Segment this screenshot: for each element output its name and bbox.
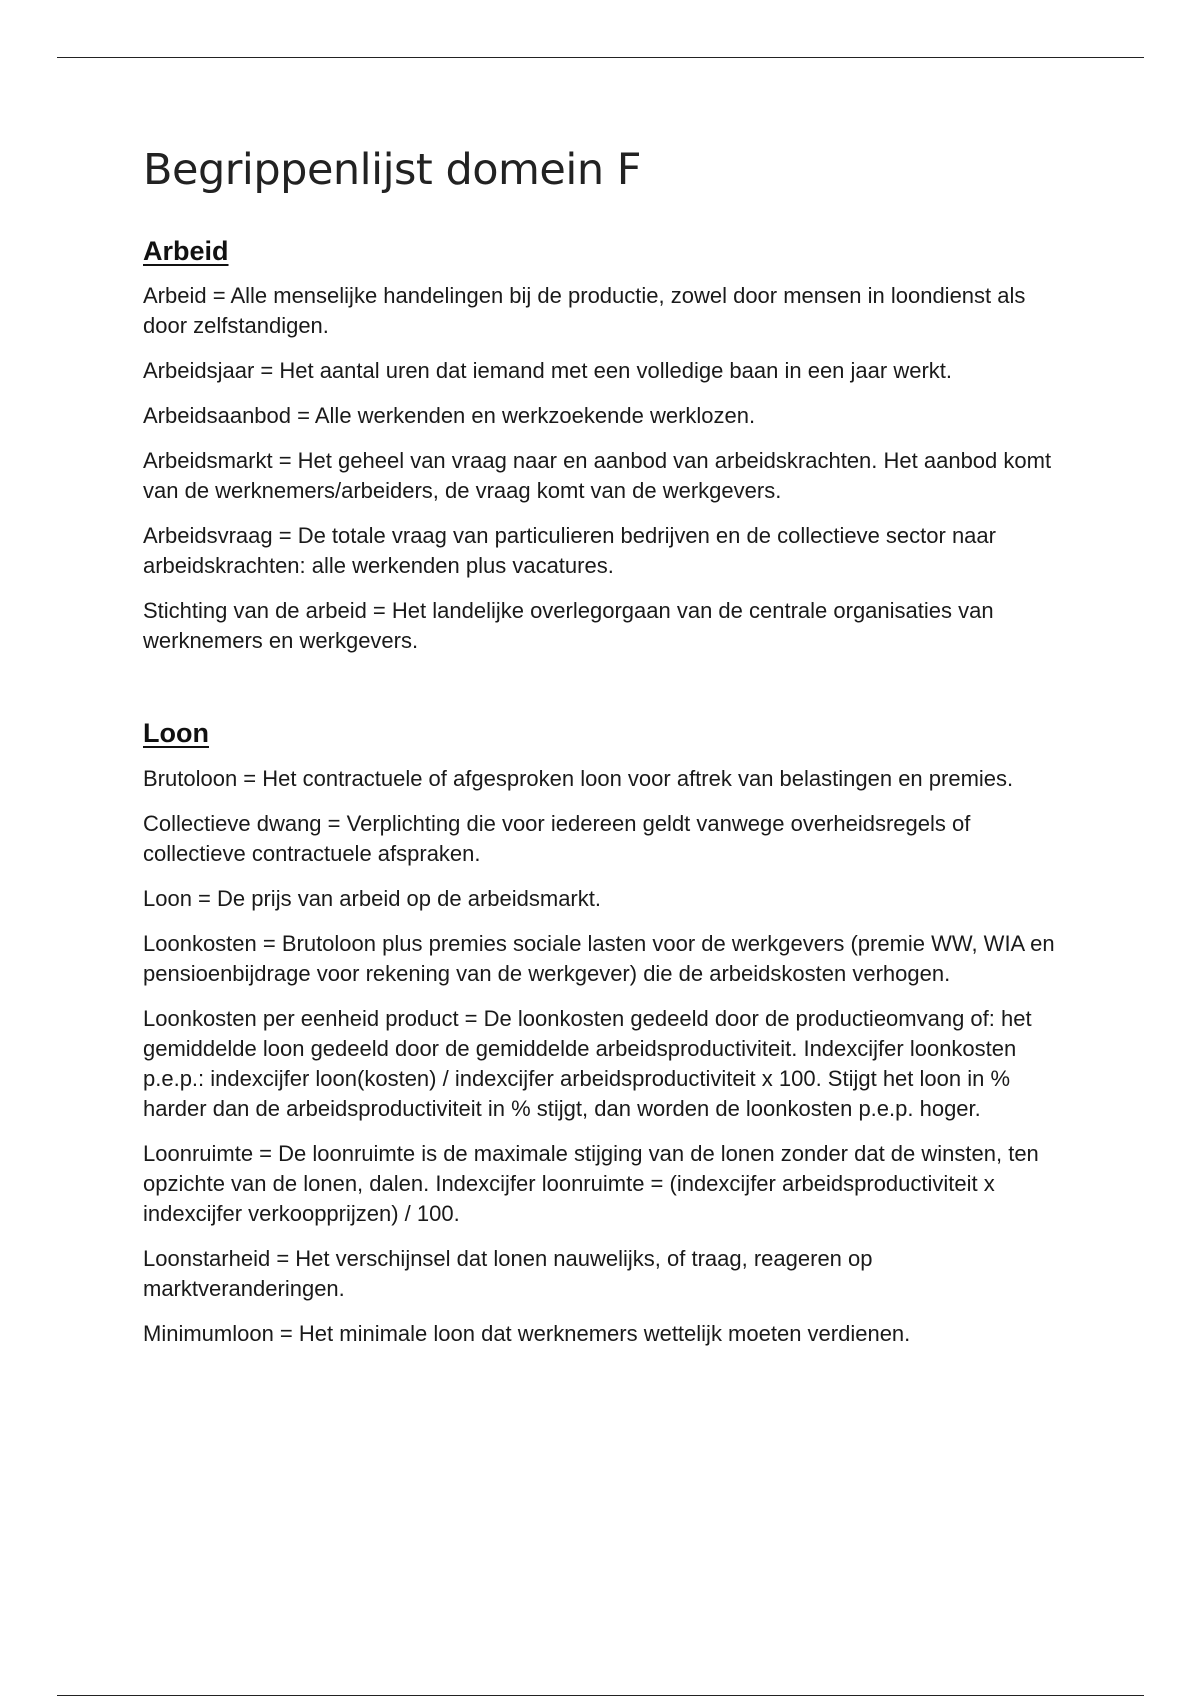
term-definition: Loon = De prijs van arbeid op de arbeidsmarkt. (143, 885, 601, 911)
term-definition: Loonkosten = Brutoloon plus premies sociale lasten voor de werkgevers (premie WW, WIA en pensioenbijdrage voor rekening van de werkgever) die de arbeidskosten verhogen. (143, 930, 1055, 986)
term-definition: Arbeid = Alle menselijke handelingen bij de productie, zowel door mensen in loondienst als door zelfstandigen. (143, 283, 1026, 339)
term-definition: Loonstarheid = Het verschijnsel dat lonen nauwelijks, of traag, reageren op marktveranderingen. (143, 1245, 873, 1301)
document-title: Begrippenlijst domein F (143, 145, 641, 195)
term-definition: Brutoloon = Het contractuele of afgesproken loon voor aftrek van belastingen en premies. (143, 765, 1014, 791)
footer-rule (57, 1695, 1144, 1696)
term-definition: Loonkosten per eenheid product = De loonkosten gedeeld door de productieomvang of: het gemiddelde loon gedeeld door de gemiddelde arbeidsproductiviteit. Indexcijfer loonkosten p.e.p.: indexcijfer loon(kosten) / indexcijfer arbeidsproductiviteit x 100. Stijgt het loon in % harder dan de arbeidsproductiviteit in % stijgt, dan worden de loonkosten p.e.p. hoger. (143, 1005, 1032, 1121)
term-definition: Arbeidsvraag = De totale vraag van particulieren bedrijven en de collectieve sector naar arbeidskrachten: alle werkenden plus vacatures. (143, 523, 996, 579)
term-definition: Arbeidsaanbod = Alle werkenden en werkzoekende werklozen. (143, 403, 756, 429)
header-rule (57, 57, 1144, 58)
term-definition: Loonruimte = De loonruimte is de maximale stijging van de lonen zonder dat de winsten, ten opzichte van de lonen, dalen. Indexcijfer loonruimte = (indexcijfer arbeidsproductiviteit x indexcijfer verkoopprijzen) / 100. (143, 1140, 1039, 1226)
term-definition: Stichting van de arbeid = Het landelijke overlegorgaan van de centrale organisaties van werknemers en werkgevers. (143, 598, 994, 654)
term-definition: Arbeidsjaar = Het aantal uren dat iemand met een volledige baan in een jaar werkt. (143, 358, 952, 384)
term-definition: Collectieve dwang = Verplichting die voor iedereen geldt vanwege overheidsregels of collectieve contractuele afspraken. (143, 810, 971, 866)
section-loon (143, 719, 1073, 1349)
document-body (143, 145, 1073, 1364)
section-heading: Arbeid (143, 235, 229, 266)
term-definition: Arbeidsmarkt = Het geheel van vraag naar en aanbod van arbeidskrachten. Het aanbod komt van de werknemers/arbeiders, de vraag komt van de werkgevers. (143, 448, 1052, 504)
section-heading: Loon (143, 718, 209, 749)
section-arbeid (143, 237, 1073, 657)
term-definition: Minimumloon = Het minimale loon dat werknemers wettelijk moeten verdienen. (143, 1320, 911, 1346)
